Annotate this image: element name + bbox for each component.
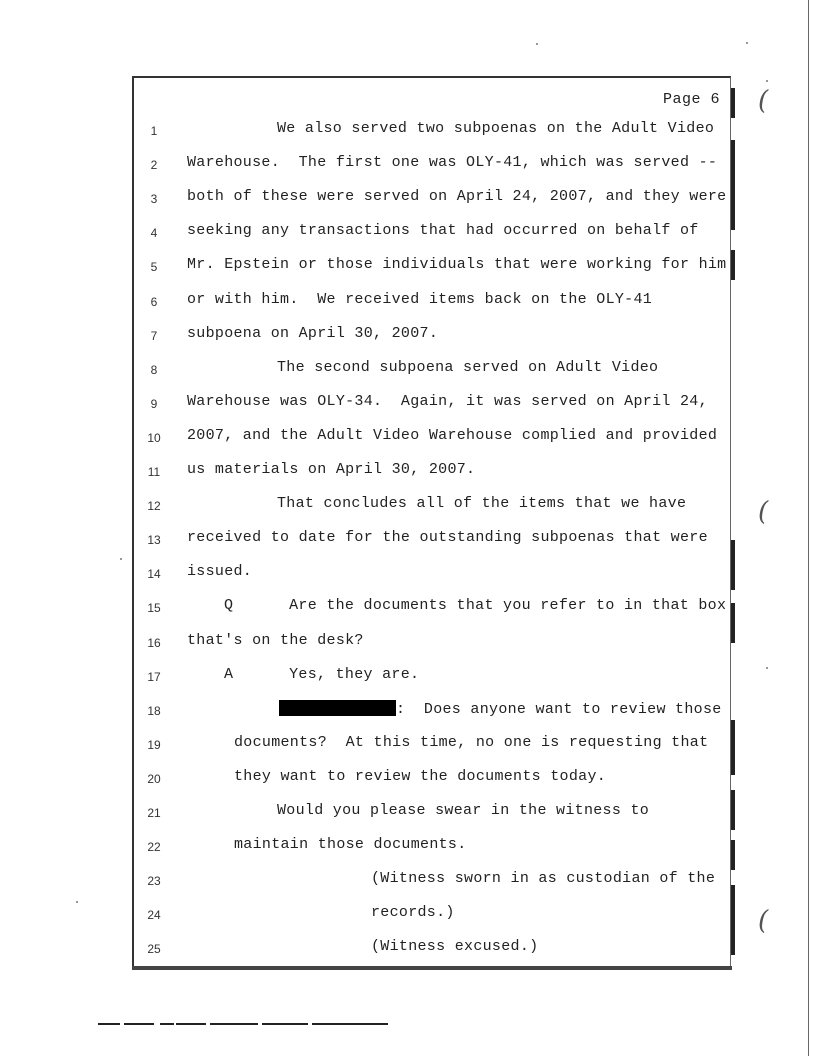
transcript-line: [0, 904, 816, 928]
line-number: 15: [147, 601, 161, 616]
transcript-line: [0, 359, 816, 383]
line-text: Warehouse was OLY-34. Again, it was served on April 24,: [187, 392, 708, 410]
line-text: Would you please swear in the witness to: [277, 802, 650, 819]
line-number: 17: [147, 669, 161, 684]
transcript-line: [0, 393, 816, 417]
line-text: Warehouse. The first one was OLY-41, which was served --: [187, 154, 718, 172]
line-number: 20: [147, 771, 161, 786]
transcript-line: [0, 597, 816, 621]
scan-speck: [76, 901, 78, 903]
line-number: 8: [150, 362, 158, 377]
line-text: [279, 700, 722, 718]
transcript-line: [0, 325, 816, 349]
transcript-line: [0, 768, 816, 792]
transcript-line: [0, 529, 816, 553]
line-text: records.): [371, 904, 455, 922]
line-text: us materials on April 30, 2007.: [187, 461, 476, 478]
line-text: they want to review the documents today.: [234, 767, 607, 785]
line-text: seeking any transactions that had occurred on behalf of: [187, 222, 699, 240]
line-number: 6: [150, 294, 158, 309]
scan-speck: [120, 558, 122, 560]
line-text: (Witness excused.): [371, 938, 539, 956]
line-text: maintain those documents.: [234, 836, 467, 854]
margin-bar: [731, 88, 735, 118]
line-text: We also served two subpoenas on the Adult Video: [277, 120, 715, 137]
line-number: 21: [147, 806, 161, 820]
line-number: 3: [150, 192, 158, 207]
scan-speck: [746, 42, 748, 44]
line-text: that's on the desk?: [187, 631, 364, 649]
line-number: 11: [147, 465, 161, 479]
transcript-line: [0, 256, 816, 280]
line-number: 23: [147, 874, 161, 889]
line-number: 25: [147, 942, 161, 957]
scan-artifact-dashes: [98, 1023, 388, 1025]
line-text: (Witness sworn in as custodian of the: [371, 870, 716, 888]
line-number: 16: [147, 635, 161, 650]
line-number: 18: [147, 703, 161, 718]
transcript-line: [0, 154, 816, 178]
line-text: 2007, and the Adult Video Warehouse complied and provided: [187, 426, 718, 444]
transcript-line: [0, 870, 816, 894]
transcript-line: [0, 461, 816, 485]
line-text: Q Are the documents that you refer to in that box: [224, 597, 727, 615]
line-number: 13: [147, 533, 161, 548]
scan-speck: [766, 80, 768, 82]
transcript-line: [0, 222, 816, 246]
hole-punch-mark: (: [758, 906, 769, 936]
transcript-line: [0, 427, 816, 451]
line-text: A Yes, they are.: [224, 665, 420, 683]
transcript-line: [0, 836, 816, 860]
transcript-line: [0, 734, 816, 758]
transcript-line: [0, 291, 816, 315]
transcript-line: [0, 120, 816, 144]
line-number: 5: [150, 260, 158, 275]
line-number: 4: [150, 226, 158, 241]
transcript-line: [0, 563, 816, 587]
line-number: 1: [150, 124, 158, 138]
line-text: subpoena on April 30, 2007.: [187, 324, 439, 342]
redaction-box: [279, 700, 396, 716]
line-number: 22: [147, 840, 161, 855]
transcript-line: [0, 632, 816, 656]
transcript-line: [0, 802, 816, 826]
scan-speck: [536, 43, 538, 45]
line-text: The second subpoena served on Adult Video: [277, 358, 659, 376]
line-text: or with him. We received items back on the OLY-41: [187, 290, 653, 308]
line-text: documents? At this time, no one is requesting that: [234, 733, 709, 751]
transcript-line: [0, 666, 816, 690]
line-number: 2: [150, 158, 158, 173]
line-number: 14: [147, 567, 161, 582]
transcript-line: [0, 495, 816, 519]
transcript-line: [0, 938, 816, 962]
line-text: That concludes all of the items that we have: [277, 495, 687, 513]
line-number: 10: [147, 430, 161, 445]
line-text-after-redaction: : Does anyone want to review those: [396, 700, 722, 718]
transcript-line: [0, 700, 816, 724]
line-text: Mr. Epstein or those individuals that were working for him: [187, 256, 727, 274]
hole-punch-mark: (: [758, 86, 769, 116]
line-number: 7: [150, 328, 158, 343]
frame-bottom-rule: [132, 966, 732, 970]
transcript-line: [0, 188, 816, 212]
line-number: 24: [147, 908, 161, 923]
line-text: received to date for the outstanding subpoenas that were: [187, 529, 708, 547]
hole-punch-mark: (: [758, 497, 769, 527]
line-number: 9: [150, 396, 158, 411]
line-text: both of these were served on April 24, 2007, and they were: [187, 188, 727, 206]
line-number: 19: [147, 737, 161, 752]
page-number: Page 6: [663, 91, 721, 108]
line-text: issued.: [187, 563, 253, 581]
line-number: 12: [147, 499, 161, 514]
